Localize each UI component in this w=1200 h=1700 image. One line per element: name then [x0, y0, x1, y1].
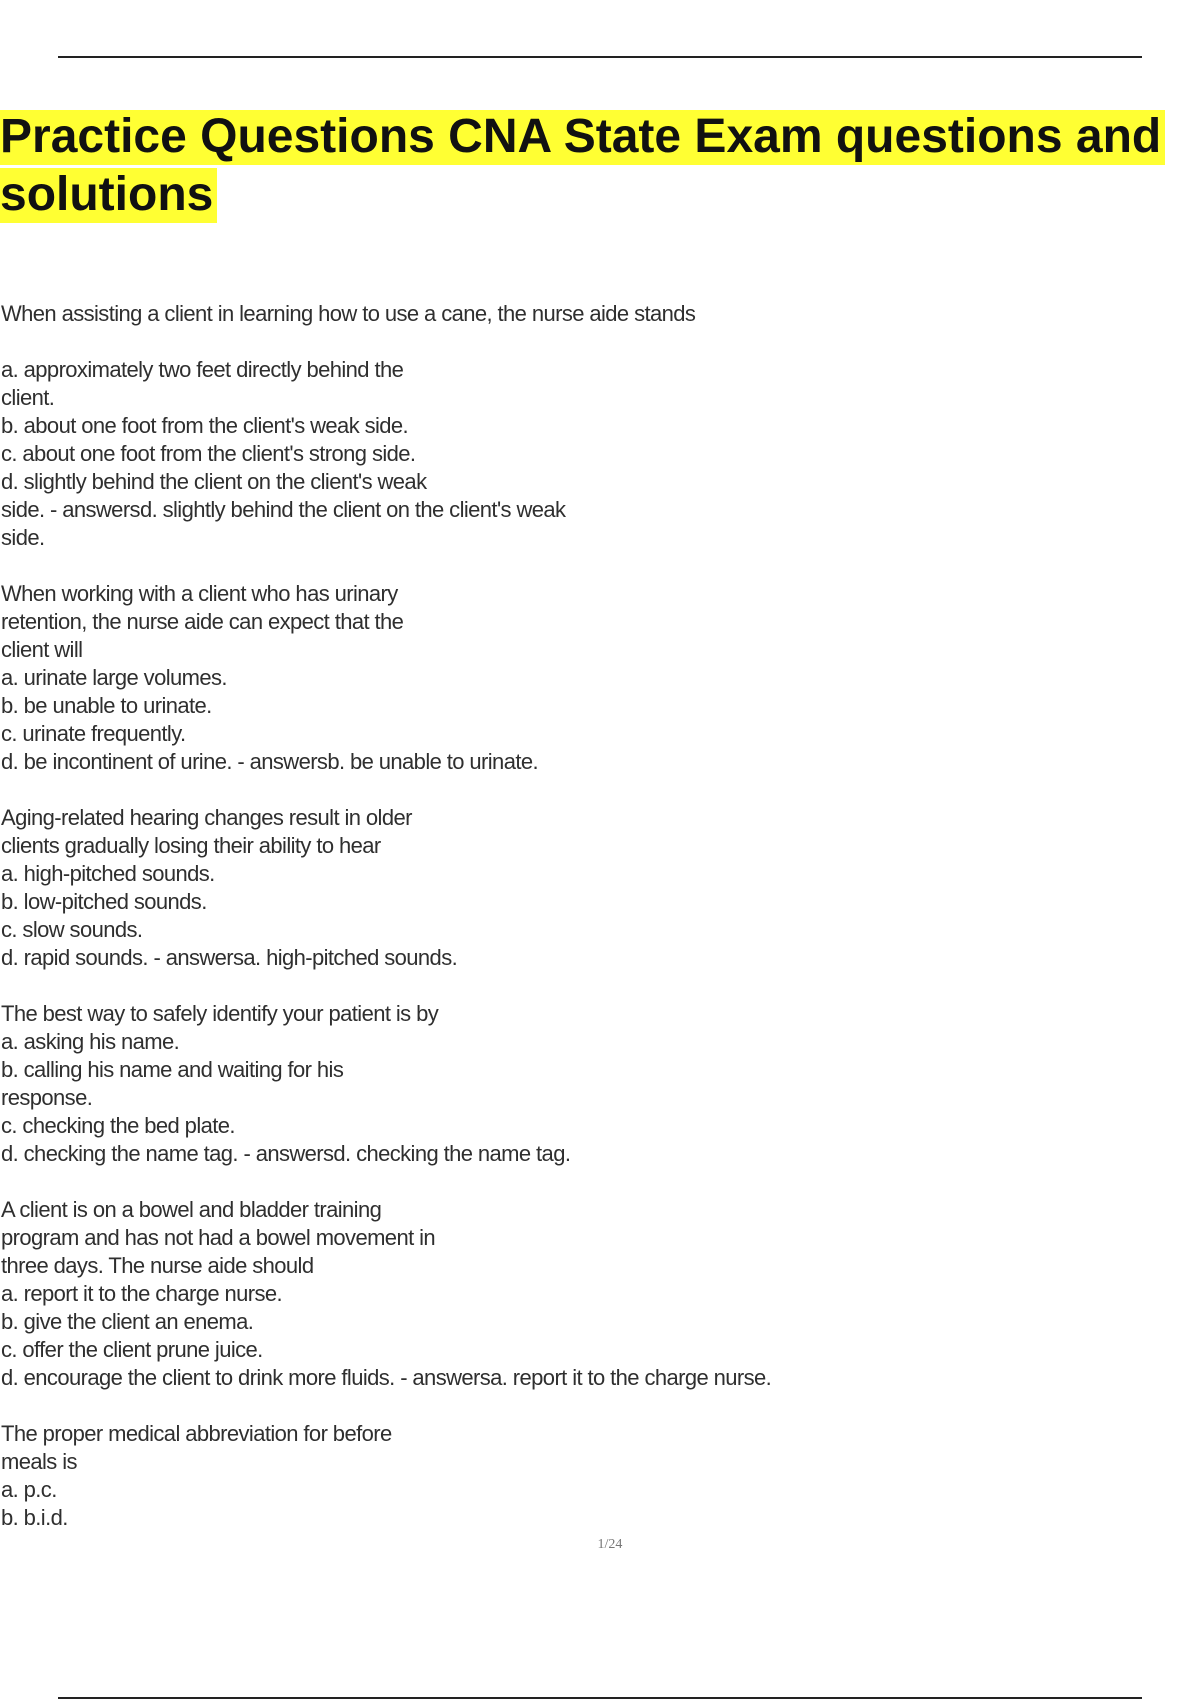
answer-option-line: b. low-pitched sounds.	[1, 889, 207, 914]
title-highlight-line-1: Practice Questions CNA State Exam questions and	[0, 110, 1165, 165]
answer-option-line: response.	[1, 1085, 93, 1110]
answer-option-line: c. offer the client prune juice.	[1, 1337, 263, 1362]
answer-option-line: client.	[1, 385, 55, 410]
answer-option-line: a. approximately two feet directly behind the	[1, 357, 404, 382]
answer-option-line: b. be unable to urinate.	[1, 693, 212, 718]
answer-option-line: a. p.c.	[1, 1477, 57, 1502]
question-block	[1, 1420, 1151, 1532]
answer-option-line: b. about one foot from the client's weak side.	[1, 413, 409, 438]
answer-option-line: a. asking his name.	[1, 1029, 180, 1054]
page-title	[0, 108, 1190, 224]
page-number: 1/24	[597, 1537, 623, 1552]
question-block	[1, 1196, 1151, 1392]
question-stem-line: retention, the nurse aide can expect that the	[1, 609, 404, 634]
footer-rule	[58, 1697, 1142, 1699]
questions-list	[1, 300, 1151, 1560]
question-block	[1, 1000, 1151, 1168]
answer-option-line: a. report it to the charge nurse.	[1, 1281, 283, 1306]
answer-option-line: c. urinate frequently.	[1, 721, 186, 746]
question-block	[1, 580, 1151, 776]
question-stem-line: The best way to safely identify your patient is by	[1, 1001, 439, 1026]
question-stem-line: A client is on a bowel and bladder training	[1, 1197, 382, 1222]
question-stem-line: When working with a client who has urinary	[1, 581, 398, 606]
answer-option-line: d. slightly behind the client on the client's weak	[1, 469, 427, 494]
answer-option-line: c. slow sounds.	[1, 917, 143, 942]
answer-option-line: d. encourage the client to drink more fluids. - answersa. report it to the charge nurse.	[1, 1365, 772, 1390]
question-stem-line: meals is	[1, 1449, 77, 1474]
answer-option-line: side. - answersd. slightly behind the client on the client's weak	[1, 497, 566, 522]
answer-option-line: c. checking the bed plate.	[1, 1113, 235, 1138]
question-stem-line: three days. The nurse aide should	[1, 1253, 314, 1278]
header-rule	[58, 56, 1142, 58]
answer-option-line: b. calling his name and waiting for his	[1, 1057, 344, 1082]
answer-option-line: a. urinate large volumes.	[1, 665, 227, 690]
title-highlight-line-2: solutions	[0, 168, 217, 223]
question-stem-line: When assisting a client in learning how to use a cane, the nurse aide stands	[1, 301, 696, 326]
question-stem-line: Aging-related hearing changes result in older	[1, 805, 412, 830]
question-stem-line: client will	[1, 637, 83, 662]
answer-option-line: a. high-pitched sounds.	[1, 861, 215, 886]
answer-option-line: b. give the client an enema.	[1, 1309, 254, 1334]
question-stem-line: The proper medical abbreviation for before	[1, 1421, 392, 1446]
answer-option-line: d. checking the name tag. - answersd. checking the name tag.	[1, 1141, 571, 1166]
question-stem-line: clients gradually losing their ability to hear	[1, 833, 381, 858]
answer-option-line: side.	[1, 525, 45, 550]
answer-option-line: d. be incontinent of urine. - answersb. be unable to urinate.	[1, 749, 538, 774]
question-stem-line: program and has not had a bowel movement in	[1, 1225, 436, 1250]
answer-option-line: d. rapid sounds. - answersa. high-pitched sounds.	[1, 945, 458, 970]
answer-option-line: c. about one foot from the client's strong side.	[1, 441, 416, 466]
stem-spacer	[1, 328, 1151, 356]
question-block	[1, 804, 1151, 972]
question-block	[1, 300, 1151, 552]
answer-option-line: b. b.i.d.	[1, 1505, 68, 1530]
